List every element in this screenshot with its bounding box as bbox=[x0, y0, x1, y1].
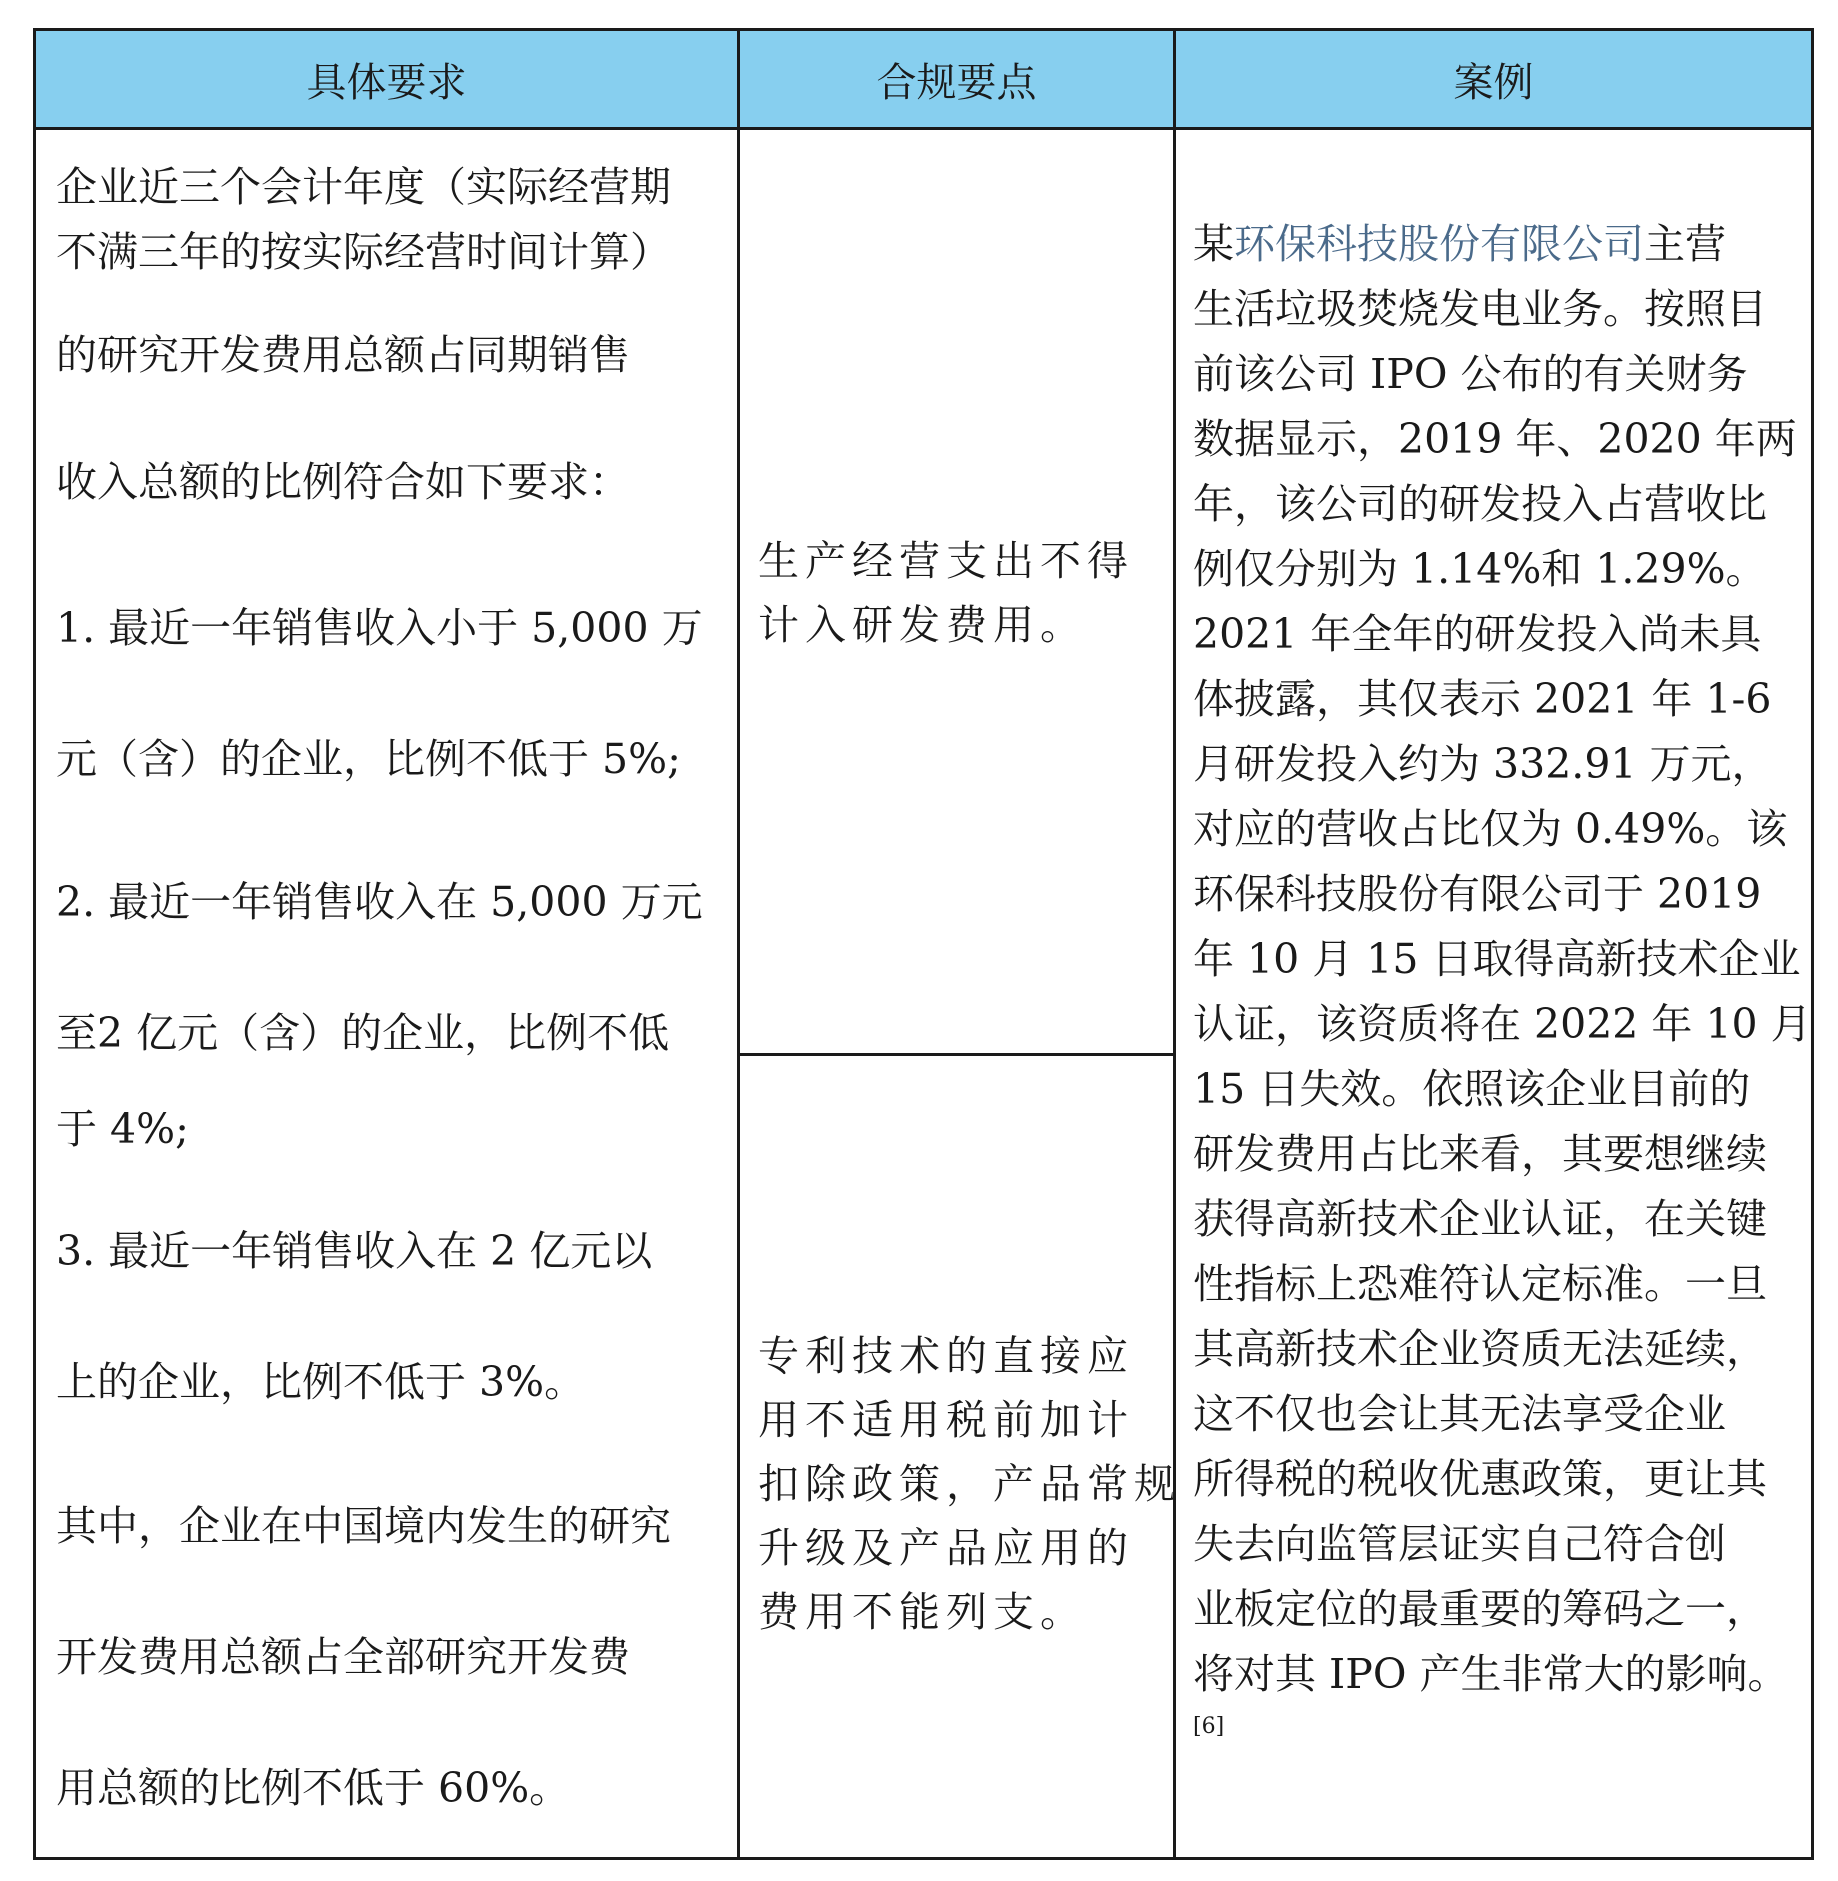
case-line: 失去向监管层证实自己符合创 bbox=[1193, 1520, 1726, 1568]
case-line: 性指标上恐难符认定标准。一旦 bbox=[1193, 1260, 1767, 1308]
case-line: 将对其 IPO 产生非常大的影响。 bbox=[1193, 1650, 1789, 1698]
case-line: 研发费用占比来看，其要想继续 bbox=[1193, 1130, 1767, 1178]
requirement-line: 企业近三个会计年度（实际经营期 bbox=[56, 163, 671, 211]
column-divider-1 bbox=[737, 31, 740, 1857]
requirement-line: 2. 最近一年销售收入在 5,000 万元 bbox=[56, 878, 703, 926]
requirements-table bbox=[33, 28, 1814, 1860]
compliance-line: 升级及产品应用的 bbox=[758, 1524, 1134, 1572]
requirement-line: 不满三年的按实际经营时间计算） bbox=[56, 228, 671, 276]
case-line: 其高新技术企业资质无法延续， bbox=[1193, 1325, 1767, 1373]
requirement-line: 的研究开发费用总额占同期销售 bbox=[56, 331, 630, 379]
company-name-link: 环保科技股份有限公司 bbox=[1234, 220, 1644, 268]
case-line: 所得税的税收优惠政策，更让其 bbox=[1193, 1455, 1767, 1503]
requirement-line: 用总额的比例不低于 60%。 bbox=[56, 1764, 571, 1812]
case-cell bbox=[1193, 212, 1812, 1747]
citation-marker: [6] bbox=[1193, 1714, 1225, 1739]
case-line: 环保科技股份有限公司于 2019 bbox=[1193, 870, 1762, 918]
case-line: 15 日失效。依照该企业目前的 bbox=[1193, 1065, 1751, 1113]
compliance-line: 扣除政策，产品常规 bbox=[758, 1460, 1181, 1508]
requirement-line: 至2 亿元（含）的企业，比例不低 bbox=[56, 1009, 670, 1057]
case-line: 前该公司 IPO 公布的有关财务 bbox=[1193, 350, 1748, 398]
header-compliance-label: 合规要点 bbox=[876, 59, 1037, 106]
compliance-cell-1 bbox=[758, 529, 1134, 657]
case-line: 获得高新技术企业认证，在关键 bbox=[1193, 1195, 1767, 1243]
requirement-line: 开发费用总额占全部研究开发费 bbox=[56, 1633, 630, 1681]
case-line: 月研发投入约为 332.91 万元， bbox=[1193, 740, 1773, 788]
case-line bbox=[1193, 212, 1812, 277]
compliance-line: 专利技术的直接应 bbox=[758, 1332, 1134, 1380]
requirement-line: 元（含）的企业，比例不低于 5%; bbox=[56, 735, 681, 783]
requirements-cell bbox=[56, 31, 726, 1831]
requirement-line: 上的企业，比例不低于 3%。 bbox=[56, 1358, 586, 1406]
compliance-line: 用不适用税前加计 bbox=[758, 1396, 1134, 1444]
compliance-line: 费用不能列支。 bbox=[758, 1588, 1087, 1636]
header-compliance bbox=[740, 31, 1173, 130]
requirement-line: 其中，企业在中国境内发生的研究 bbox=[56, 1502, 671, 1550]
case-line: 年 10 月 15 日取得高新技术企业 bbox=[1193, 935, 1801, 983]
requirement-line: 收入总额的比例符合如下要求： bbox=[56, 458, 630, 506]
compliance-cell-2 bbox=[758, 1324, 1181, 1644]
compliance-line: 计入研发费用。 bbox=[758, 601, 1087, 649]
compliance-line: 生产经营支出不得 bbox=[758, 537, 1134, 585]
requirement-line: 3. 最近一年销售收入在 2 亿元以 bbox=[56, 1227, 653, 1275]
case-line: 对应的营收占比仅为 0.49%。该 bbox=[1193, 805, 1788, 853]
case-line: 年，该公司的研发投入占营收比 bbox=[1193, 480, 1767, 528]
header-case bbox=[1176, 31, 1811, 130]
case-line: 2021 年全年的研发投入尚未具 bbox=[1193, 610, 1762, 658]
case-prefix: 某 bbox=[1193, 220, 1234, 268]
case-line: 业板定位的最重要的筹码之一， bbox=[1193, 1585, 1767, 1633]
header-requirements-label: 具体要求 bbox=[306, 59, 467, 106]
case-line: 生活垃圾焚烧发电业务。按照目 bbox=[1193, 285, 1767, 333]
case-line: 体披露，其仅表示 2021 年 1-6 bbox=[1193, 675, 1772, 723]
citation-line bbox=[1193, 1707, 1812, 1747]
case-line: 数据显示，2019 年、2020 年两 bbox=[1193, 415, 1797, 463]
requirement-line: 于 4%; bbox=[56, 1105, 189, 1153]
row-divider-compliance bbox=[740, 1053, 1173, 1056]
case-line: 这不仅也会让其无法享受企业 bbox=[1193, 1390, 1726, 1438]
case-line: 认证，该资质将在 2022 年 10 月 bbox=[1193, 1000, 1812, 1048]
case-line-rest: 主营 bbox=[1644, 220, 1726, 268]
case-line: 例仅分别为 1.14%和 1.29%。 bbox=[1193, 545, 1767, 593]
requirement-line: 1. 最近一年销售收入小于 5,000 万 bbox=[56, 604, 703, 652]
header-case-label: 案例 bbox=[1453, 59, 1534, 106]
